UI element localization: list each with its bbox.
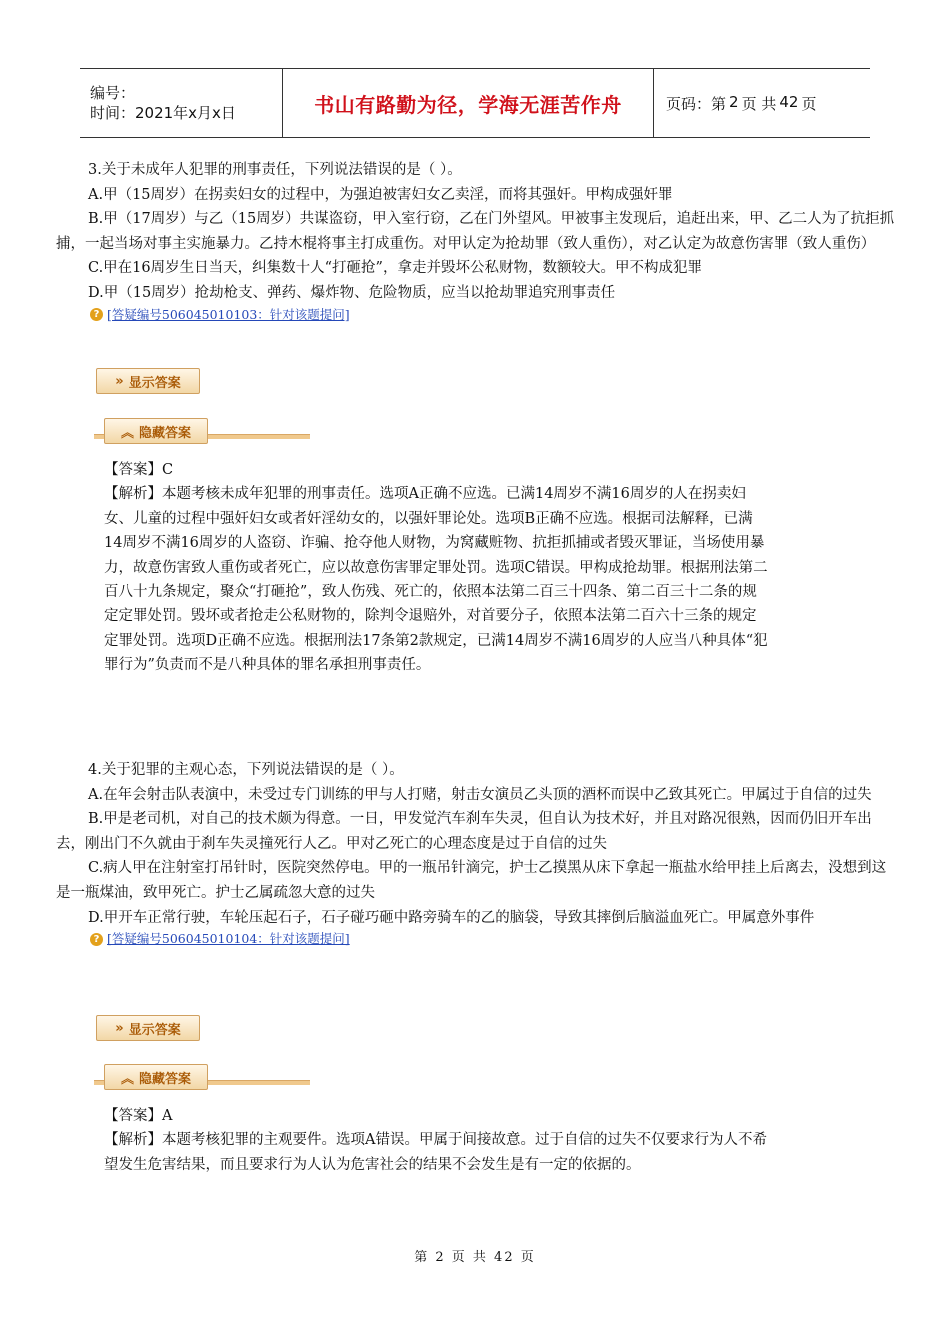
time-label: 时间：2021年x月x日 xyxy=(90,104,236,122)
page-footer: 第 2 页 共 42 页 xyxy=(414,1250,536,1265)
hide-answer-bar xyxy=(94,1064,310,1094)
question-4 xyxy=(56,758,896,948)
show-answer-label: 显示答案 xyxy=(128,375,181,391)
motto: 书山有路勤为径，学海无涯苦作舟 xyxy=(314,92,622,117)
analysis: 【解析】本题考核未成年犯罪的刑事责任。选项A正确不应选。已满14周岁不满16周岁的人在拐卖妇女、儿童的过程中强奸妇女或者奸淫幼女的，以强奸罪论处。选项B正确不应选。根据司法解释，已满14周岁不满16周岁的人盗窃、诈骗、抢夺他人财物，为窝藏赃物、抗拒抓捕或者毁灭罪证，当场使用暴力，故意伤害致人重伤或者死亡，应以故意伤害罪定罪处罚。选项C错误。甲构成抢劫罪。根据刑法第二百八十九条规定，聚众“打砸抢”，致人伤残、死亡的，依照本法第二百三十四条、第二百三十二条的规定定罪处罚。毁坏或者抢走公私财物的，除判令退赔外，对首要分子，依照本法第二百六十三条的规定定罪处罚。选项D正确不应选。根据刑法17条第2款规定，已满14周岁不满16周岁的人应当八种具体“犯罪行为”负责而不是八种具体的罪名承担刑事责任。 xyxy=(104,486,768,674)
hide-answer-bar xyxy=(94,418,310,448)
hide-answer-button[interactable] xyxy=(104,418,208,444)
option-c: C.甲在16周岁生日当天，纠集数十人“打砸抢”，拿走并毁坏公私财物，数额较大。甲不构成犯罪 xyxy=(88,260,702,277)
show-answer-button[interactable] xyxy=(96,1015,200,1041)
question-mark-icon: ? xyxy=(90,308,103,321)
page-num: 2 xyxy=(729,92,739,111)
header-meta xyxy=(80,69,282,137)
option-a: A.在年会射击队表演中，未受过专门训练的甲与人打赌，射击女演员乙头顶的酒杯而误中乙致其死亡。甲属过于自信的过失 xyxy=(88,786,872,803)
header-page-number xyxy=(654,69,870,137)
question-link-row xyxy=(90,930,896,948)
page-prefix: 页码：第 xyxy=(666,94,727,113)
page-total: 42 xyxy=(779,92,799,111)
option-b: B.甲（17周岁）与乙（15周岁）共谋盗窃，甲入室行窃，乙在门外望风。甲被事主发现后，追赶出来，甲、乙二人为了抗拒抓捕，一起当场对事主实施暴力。乙持木棍将事主打成重伤。对甲认定为抢劫罪（致人重伤），对乙认定为故意伤害罪（致人重伤） xyxy=(56,211,895,252)
hide-answer-button[interactable] xyxy=(104,1064,208,1090)
question-3 xyxy=(56,158,896,324)
show-answer-button[interactable] xyxy=(96,368,200,394)
page-header xyxy=(80,68,870,138)
ask-question-link[interactable]: [答疑编号506045010103：针对该题提问] xyxy=(107,306,350,322)
answer: 【答案】C xyxy=(104,462,174,478)
option-d: D.甲开车正常行驶，车轮压起石子，石子碰巧砸中路旁骑车的乙的脑袋，导致其摔倒后脑溢血死亡。甲属意外事件 xyxy=(88,909,815,926)
double-chevron-up-icon: ︽ xyxy=(120,425,134,441)
question-stem: 3.关于未成年人犯罪的刑事责任，下列说法错误的是（ ）。 xyxy=(88,162,462,178)
page-mid: 页 共 xyxy=(741,94,777,113)
question-mark-icon: ? xyxy=(90,933,103,946)
header-motto-cell xyxy=(282,69,654,137)
double-chevron-right-icon: » xyxy=(115,1020,124,1036)
question-link-row xyxy=(90,306,896,324)
hide-answer-label: 隐藏答案 xyxy=(139,1071,192,1087)
show-answer-label: 显示答案 xyxy=(128,1022,181,1038)
code-label: 编号： xyxy=(90,84,136,102)
hide-answer-label: 隐藏答案 xyxy=(139,425,192,441)
answer-block-4 xyxy=(104,1104,768,1177)
double-chevron-right-icon: » xyxy=(115,373,124,389)
ask-question-link[interactable]: [答疑编号506045010104：针对该题提问] xyxy=(107,931,350,947)
option-b: B.甲是老司机，对自己的技术颇为得意。一日，甲发觉汽车刹车失灵，但自认为技术好，并且对路况很熟，因而仍旧开车出去，刚出门不久就由于刹车失灵撞死行人乙。甲对乙死亡的心理态度是过于自信的过失 xyxy=(56,811,872,852)
double-chevron-up-icon: ︽ xyxy=(120,1071,134,1087)
answer-block-3 xyxy=(104,458,768,678)
question-stem: 4.关于犯罪的主观心态，下列说法错误的是（ ）。 xyxy=(88,762,404,778)
option-a: A.甲（15周岁）在拐卖妇女的过程中，为强迫被害妇女乙卖淫，而将其强奸。甲构成强奸罪 xyxy=(88,186,673,203)
page-suffix: 页 xyxy=(801,94,817,113)
analysis: 【解析】本题考核犯罪的主观要件。选项A错误。甲属于间接故意。过于自信的过失不仅要求行为人不希望发生危害结果，而且要求行为人认为危害社会的结果不会发生是有一定的依据的。 xyxy=(104,1132,767,1173)
option-c: C.病人甲在注射室打吊针时，医院突然停电。甲的一瓶吊针滴完，护士乙摸黑从床下拿起一瓶盐水给甲挂上后离去，没想到这是一瓶煤油，致甲死亡。护士乙属疏忽大意的过失 xyxy=(56,860,887,901)
answer: 【答案】A xyxy=(104,1108,173,1124)
option-d: D.甲（15周岁）抢劫枪支、弹药、爆炸物、危险物质，应当以抢劫罪追究刑事责任 xyxy=(88,284,616,301)
